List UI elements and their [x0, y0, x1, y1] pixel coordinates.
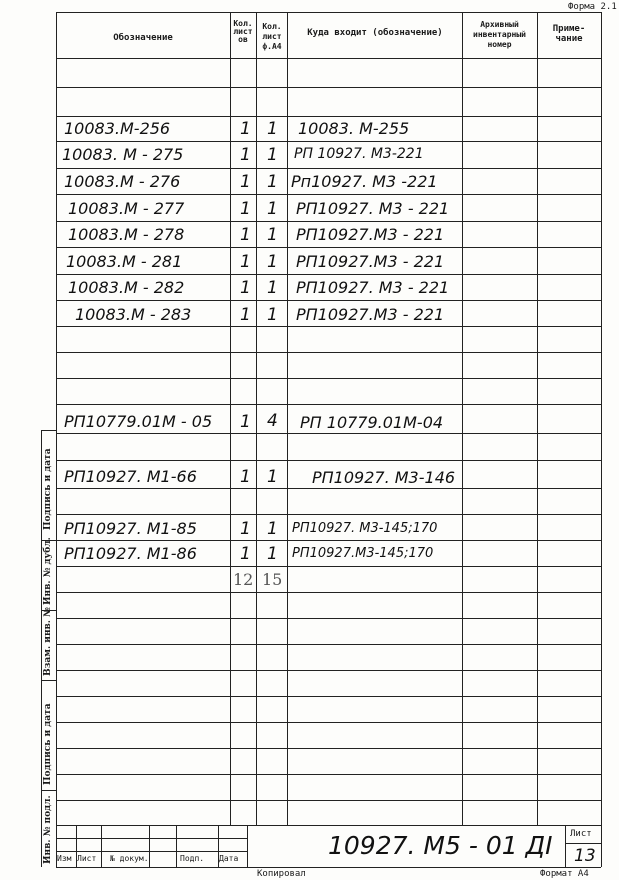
sheet-number: 13: [574, 846, 596, 866]
designation-cell: РП10927. M1-66: [64, 467, 197, 486]
side-label-replace-inv: Взам. инв. №: [43, 607, 53, 676]
qty-a4-cell: 1: [267, 145, 278, 165]
qty-a4-cell: 1: [267, 278, 278, 298]
qty-sheets-cell: 1: [240, 119, 251, 139]
where-used-cell: 10083. M-255: [298, 119, 410, 138]
where-used-cell: РП10927.M3 - 221: [296, 252, 445, 271]
where-used-cell: РП10927.M3 - 221: [296, 225, 445, 244]
title-col-list: Лист: [77, 854, 97, 863]
qty-sheets-cell: 1: [240, 519, 251, 539]
where-used-cell: РП10927. M3-146: [312, 468, 456, 487]
designation-cell: РП10779.01M - 05: [64, 412, 213, 431]
qty-sheets-cell: 1: [240, 172, 251, 192]
qty-a4-cell: 1: [267, 225, 278, 245]
side-label-inv-orig: Инв. № подл.: [43, 795, 53, 864]
header-qty-sheet-a4: Кол. лист ф.А4: [262, 22, 282, 51]
where-used-cell: РП 10927. M3-221: [294, 146, 424, 162]
qty-sheets-cell: 1: [240, 278, 251, 298]
header-note: Приме- чание: [552, 24, 586, 44]
designation-cell: РП10927. M1-86: [64, 544, 197, 563]
designation-cell: 10083.M - 282: [68, 278, 185, 297]
title-col-date: Дата: [219, 854, 239, 863]
where-used-cell: РП10927. M3-145;170: [292, 521, 438, 536]
sheet-label: Лист: [570, 829, 592, 839]
where-used-cell: РП10927. M3 - 221: [296, 199, 450, 218]
designation-cell: 10083. M - 275: [62, 145, 184, 164]
qty-a4-cell: 1: [267, 305, 278, 325]
qty-a4-cell: 1: [267, 519, 278, 539]
designation-cell: 10083.M - 276: [64, 172, 181, 191]
header-qty-sheets: Кол. листов: [233, 19, 253, 44]
qty-a4-cell: 4: [267, 411, 278, 431]
designation-cell: 10083.M - 277: [68, 199, 185, 218]
form-label: Форма 2.1: [568, 2, 617, 12]
designation-cell: 10083.M - 283: [75, 305, 192, 324]
qty-a4-cell: 1: [267, 199, 278, 219]
footer-copied: Копировал: [257, 869, 306, 879]
designation-cell: 10083.M - 281: [66, 252, 183, 271]
footer-format: Формат А4: [540, 869, 589, 879]
designation-cell: 10083.M - 278: [68, 225, 185, 244]
qty-a4-cell: 1: [267, 119, 278, 139]
total-qty-a4: 15: [262, 570, 283, 589]
designation-cell: РП10927. M1-85: [64, 519, 197, 538]
qty-sheets-cell: 1: [240, 145, 251, 165]
title-col-sign: Подп.: [180, 854, 205, 863]
where-used-cell: РП 10779.01M-04: [300, 413, 444, 432]
qty-a4-cell: 1: [267, 467, 278, 487]
title-col-izm: Изм: [57, 854, 72, 863]
side-label-inv-dup: Инв. № дубл.: [43, 537, 53, 605]
qty-sheets-cell: 1: [240, 199, 251, 219]
header-designation: Обозначение: [113, 33, 173, 43]
designation-cell: 10083.M-256: [64, 119, 171, 138]
side-label-sign-date-1: Подпись и дата: [43, 448, 53, 530]
qty-sheets-cell: 1: [240, 412, 251, 432]
header-archive-no: Архивный инвентарный номер: [473, 20, 526, 49]
where-used-cell: Рп10927. M3 -221: [291, 172, 438, 191]
qty-sheets-cell: 1: [240, 544, 251, 564]
qty-sheets-cell: 1: [240, 252, 251, 272]
document-code: 10927. M5 - 01 ДI: [328, 831, 553, 860]
where-used-cell: РП10927.M3-145;170: [292, 546, 434, 561]
qty-a4-cell: 1: [267, 172, 278, 192]
where-used-cell: РП10927.M3 - 221: [296, 305, 445, 324]
qty-sheets-cell: 1: [240, 305, 251, 325]
qty-sheets-cell: 1: [240, 467, 251, 487]
qty-a4-cell: 1: [267, 544, 278, 564]
qty-a4-cell: 1: [267, 252, 278, 272]
header-where-used: Куда входит (обозначение): [307, 28, 443, 38]
where-used-cell: РП10927. M3 - 221: [296, 278, 450, 297]
qty-sheets-cell: 1: [240, 225, 251, 245]
total-qty-sheets: 12: [233, 570, 254, 589]
side-label-sign-date-2: Подпись и дата: [43, 703, 53, 785]
title-col-doc: № докум.: [110, 854, 149, 863]
